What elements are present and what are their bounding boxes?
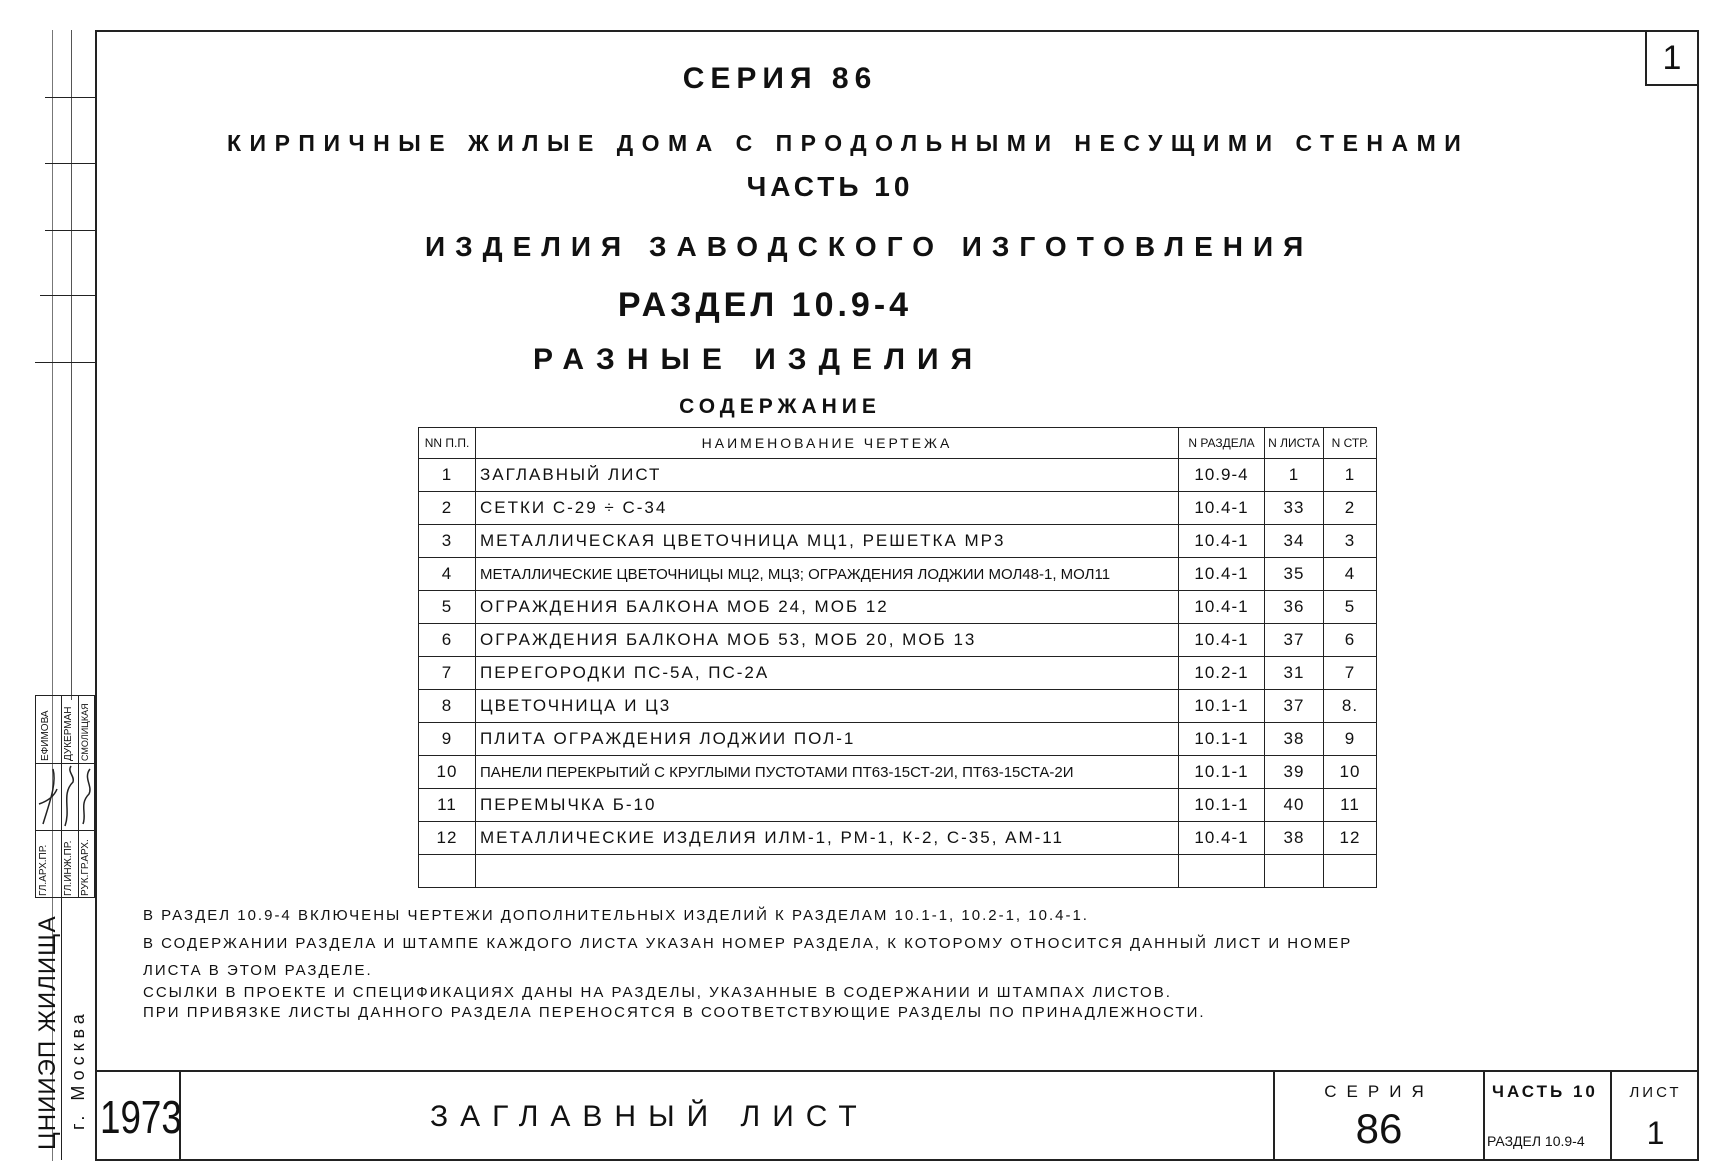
row-section-number: 10.1-1 xyxy=(1179,756,1265,789)
row-section-number: 10.9-4 xyxy=(1179,459,1265,492)
part-label: ЧАСТЬ 10 xyxy=(1492,1082,1598,1101)
column-header-section: N РАЗДЕЛА xyxy=(1179,428,1265,459)
row-page-number: 10 xyxy=(1324,756,1377,789)
row-number: 2 xyxy=(419,492,476,525)
sheet-value: 1 xyxy=(1646,1115,1665,1151)
row-drawing-name: ПЕРЕМЫЧКА Б-10 xyxy=(476,789,1179,822)
contents-table xyxy=(418,427,1377,888)
strip-tick xyxy=(35,362,95,363)
table-row xyxy=(419,756,1377,789)
row-number: 5 xyxy=(419,591,476,624)
row-number: 10 xyxy=(419,756,476,789)
stamp-role: ГЛ.АРХ.ПР. xyxy=(38,844,49,896)
row-section-number: 10.4-1 xyxy=(1179,624,1265,657)
section-label: РАЗДЕЛ 10.9-4 xyxy=(1487,1133,1585,1149)
table-row xyxy=(419,558,1377,591)
row-number: 3 xyxy=(419,525,476,558)
section-heading: РАЗДЕЛ 10.9-4 xyxy=(617,286,913,324)
row-number: 1 xyxy=(419,459,476,492)
stamp-role: РУК.ГР.АРХ. xyxy=(80,839,91,896)
row-sheet-number: 34 xyxy=(1265,525,1324,558)
row-drawing-name: ПЕРЕГОРОДКИ ПС-5А, ПС-2А xyxy=(476,657,1179,690)
row-section-number: 10.4-1 xyxy=(1179,822,1265,855)
table-row xyxy=(419,525,1377,558)
column-header-page: N СТР. xyxy=(1324,428,1377,459)
row-section-number: 10.1-1 xyxy=(1179,690,1265,723)
row-page-number: 4 xyxy=(1324,558,1377,591)
series-label: СЕРИЯ xyxy=(1324,1082,1434,1101)
stamp-divider xyxy=(35,830,95,831)
row-number: 12 xyxy=(419,822,476,855)
row-number: 6 xyxy=(419,624,476,657)
row-sheet-number: 36 xyxy=(1265,591,1324,624)
stamp-name: СМОЛИЦКАЯ xyxy=(80,703,90,761)
empty-cell xyxy=(1265,855,1324,888)
row-page-number: 8. xyxy=(1324,690,1377,723)
row-section-number: 10.4-1 xyxy=(1179,492,1265,525)
stamp-name: ДУКЕРМАН xyxy=(63,706,74,761)
empty-cell xyxy=(419,855,476,888)
contents-heading: СОДЕРЖАНИЕ xyxy=(679,395,881,418)
organization-name: ЦНИИЭП ЖИЛИЩА xyxy=(34,915,61,1150)
row-sheet-number: 37 xyxy=(1265,690,1324,723)
row-drawing-name: ОГРАЖДЕНИЯ БАЛКОНА МОБ 24, МОБ 12 xyxy=(476,591,1179,624)
column-header-name: НАИМЕНОВАНИЕ ЧЕРТЕЖА xyxy=(476,428,1179,459)
series-heading: СЕРИЯ 86 xyxy=(682,62,878,95)
row-drawing-name: ОГРАЖДЕНИЯ БАЛКОНА МОБ 53, МОБ 20, МОБ 13 xyxy=(476,624,1179,657)
sheet-number-box xyxy=(1645,30,1699,86)
strip-tick xyxy=(45,230,95,231)
row-page-number: 5 xyxy=(1324,591,1377,624)
strip-tick xyxy=(45,163,95,164)
table-row xyxy=(419,657,1377,690)
row-number: 7 xyxy=(419,657,476,690)
stamp-name: ЕФИМОВА xyxy=(40,710,51,761)
row-page-number: 12 xyxy=(1324,822,1377,855)
row-page-number: 6 xyxy=(1324,624,1377,657)
table-row xyxy=(419,723,1377,756)
note-line: ССЫЛКИ В ПРОЕКТЕ И СПЕЦИФИКАЦИЯХ ДАНЫ НА РАЗДЕЛЫ, УКАЗАННЫЕ В СОДЕРЖАНИИ И ШТАМПАХ ЛИСТОВ. xyxy=(143,984,1172,1001)
note-line: В РАЗДЕЛ 10.9-4 ВКЛЮЧЕНЫ ЧЕРТЕЖИ ДОПОЛНИТЕЛЬНЫХ ИЗДЕЛИЙ К РАЗДЕЛАМ 10.1-1, 10.2-1, 10.4-1. xyxy=(143,907,1089,924)
sheet-number: 1 xyxy=(1662,39,1682,77)
table-row xyxy=(419,591,1377,624)
row-sheet-number: 1 xyxy=(1265,459,1324,492)
column-header-number: NN П.П. xyxy=(419,428,476,459)
row-section-number: 10.1-1 xyxy=(1179,789,1265,822)
column-header-sheet: N ЛИСТА xyxy=(1265,428,1324,459)
row-drawing-name: МЕТАЛЛИЧЕСКИЕ ЦВЕТОЧНИЦЫ МЦ2, МЦ3; ОГРАЖДЕНИЯ ЛОДЖИИ МОЛ48-1, МОЛ11 xyxy=(476,558,1179,591)
city-name: г. Москва xyxy=(68,1009,88,1130)
row-page-number: 7 xyxy=(1324,657,1377,690)
row-page-number: 9 xyxy=(1324,723,1377,756)
row-section-number: 10.1-1 xyxy=(1179,723,1265,756)
table-header-row xyxy=(419,428,1377,459)
section-name: РАЗНЫЕ ИЗДЕЛИЯ xyxy=(533,343,985,376)
row-drawing-name: ПАНЕЛИ ПЕРЕКРЫТИЙ С КРУГЛЫМИ ПУСТОТАМИ ПТ63-15СТ-2И, ПТ63-15СТА-2И xyxy=(476,756,1179,789)
subtitle: ИЗДЕЛИЯ ЗАВОДСКОГО ИЗГОТОВЛЕНИЯ xyxy=(425,231,1314,262)
empty-cell xyxy=(1179,855,1265,888)
row-section-number: 10.2-1 xyxy=(1179,657,1265,690)
stamp-role: ГЛ.ИНЖ.ПР. xyxy=(63,840,74,896)
row-sheet-number: 33 xyxy=(1265,492,1324,525)
row-sheet-number: 38 xyxy=(1265,723,1324,756)
row-number: 4 xyxy=(419,558,476,591)
row-sheet-number: 40 xyxy=(1265,789,1324,822)
row-number: 11 xyxy=(419,789,476,822)
row-sheet-number: 37 xyxy=(1265,624,1324,657)
row-number: 9 xyxy=(419,723,476,756)
series-value: 86 xyxy=(1355,1105,1403,1152)
note-line: В СОДЕРЖАНИИ РАЗДЕЛА И ШТАМПЕ КАЖДОГО ЛИСТА УКАЗАН НОМЕР РАЗДЕЛА, К КОТОРОМУ ОТНОСИТСЯ ДАННЫЙ ЛИСТ И НОМЕР xyxy=(143,935,1353,952)
row-page-number: 3 xyxy=(1324,525,1377,558)
row-sheet-number: 39 xyxy=(1265,756,1324,789)
row-drawing-name: ЦВЕТОЧНИЦА И Ц3 xyxy=(476,690,1179,723)
title-block-divider xyxy=(1483,1070,1485,1161)
row-drawing-name: СЕТКИ С-29 ÷ С-34 xyxy=(476,492,1179,525)
row-sheet-number: 38 xyxy=(1265,822,1324,855)
row-drawing-name: ПЛИТА ОГРАЖДЕНИЯ ЛОДЖИИ ПОЛ-1 xyxy=(476,723,1179,756)
row-drawing-name: МЕТАЛЛИЧЕСКАЯ ЦВЕТОЧНИЦА МЦ1, РЕШЕТКА МР3 xyxy=(476,525,1179,558)
table-row xyxy=(419,690,1377,723)
signatures xyxy=(35,764,95,830)
sheet-label: ЛИСТ xyxy=(1629,1084,1682,1101)
sheet-title: ЗАГЛАВНЫЙ ЛИСТ xyxy=(430,1100,869,1133)
year: 1973 xyxy=(100,1091,182,1143)
row-section-number: 10.4-1 xyxy=(1179,558,1265,591)
part-heading: ЧАСТЬ 10 xyxy=(746,171,914,202)
row-page-number: 2 xyxy=(1324,492,1377,525)
table-row-empty xyxy=(419,855,1377,888)
table-row xyxy=(419,624,1377,657)
note-line: ЛИСТА В ЭТОМ РАЗДЕЛЕ. xyxy=(143,962,373,979)
row-drawing-name: ЗАГЛАВНЫЙ ЛИСТ xyxy=(476,459,1179,492)
empty-cell xyxy=(1324,855,1377,888)
table-row xyxy=(419,492,1377,525)
table-row xyxy=(419,789,1377,822)
empty-cell xyxy=(476,855,1179,888)
strip-tick xyxy=(45,97,95,98)
table-row xyxy=(419,459,1377,492)
document-title: КИРПИЧНЫЕ ЖИЛЫЕ ДОМА С ПРОДОЛЬНЫМИ НЕСУЩИМИ СТЕНАМИ xyxy=(227,130,1470,156)
row-page-number: 11 xyxy=(1324,789,1377,822)
table-row xyxy=(419,822,1377,855)
note-line: ПРИ ПРИВЯЗКЕ ЛИСТЫ ДАННОГО РАЗДЕЛА ПЕРЕНОСЯТСЯ В СООТВЕТСТВУЮЩИЕ РАЗДЕЛЫ ПО ПРИНАДЛЕЖНОСТИ. xyxy=(143,1004,1206,1021)
row-sheet-number: 35 xyxy=(1265,558,1324,591)
strip-line xyxy=(71,30,72,700)
row-section-number: 10.4-1 xyxy=(1179,525,1265,558)
row-drawing-name: МЕТАЛЛИЧЕСКИЕ ИЗДЕЛИЯ ИЛМ-1, РМ-1, К-2, С-35, АМ-11 xyxy=(476,822,1179,855)
row-sheet-number: 31 xyxy=(1265,657,1324,690)
row-number: 8 xyxy=(419,690,476,723)
row-page-number: 1 xyxy=(1324,459,1377,492)
row-section-number: 10.4-1 xyxy=(1179,591,1265,624)
